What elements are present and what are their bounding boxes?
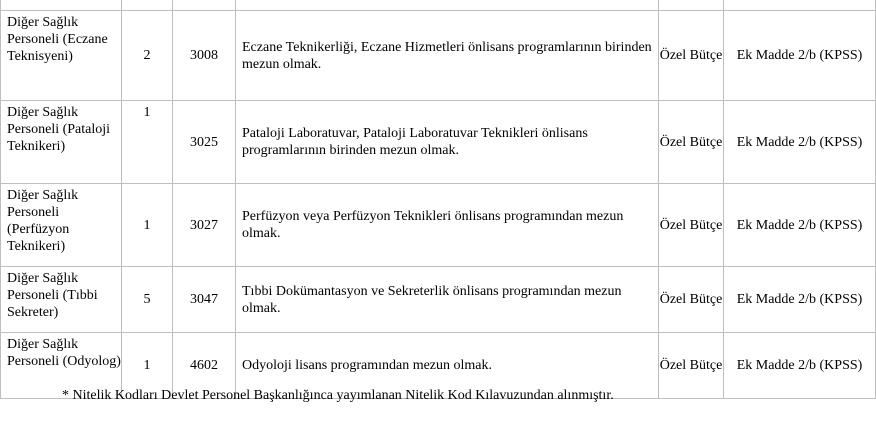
article-cell: Ek Madde 2/b (KPSS)	[724, 333, 876, 399]
count-cell: 1	[122, 101, 173, 184]
qualification-cell: Eczane Teknikerliği, Eczane Hizmetleri önlisans programlarının birinden mezun olmak.	[236, 11, 659, 101]
count-cell: 1	[122, 184, 173, 267]
budget-cell: Özel Bütçe	[659, 267, 724, 333]
count-cell: 2	[122, 11, 173, 101]
article-cell: Ek Madde 2/b (KPSS)	[724, 184, 876, 267]
budget-cell: Özel Bütçe	[659, 101, 724, 184]
count-cell: 1	[122, 333, 173, 399]
position-cell: Diğer Sağlık Personeli (Eczane Teknisyeni)	[1, 11, 122, 101]
qualification-cell: Pataloji Laboratuvar, Pataloji Laboratuvar Teknikleri önlisans programlarının birinden mezun olmak.	[236, 101, 659, 184]
table-row	[1, 184, 876, 267]
code-cell: 4602	[173, 333, 236, 399]
qualification-cell: Tıbbi Dokümantasyon ve Sekreterlik önlisans programından mezun olmak.	[236, 267, 659, 333]
table-row	[1, 101, 876, 184]
code-cell: 3047	[173, 267, 236, 333]
budget-cell: Özel Bütçe	[659, 184, 724, 267]
qualification-cell: Perfüzyon veya Perfüzyon Teknikleri önlisans programından mezun olmak.	[236, 184, 659, 267]
table-row	[1, 267, 876, 333]
article-cell: Ek Madde 2/b (KPSS)	[724, 267, 876, 333]
qualification-cell: Odyoloji lisans programından mezun olmak.	[236, 333, 659, 399]
code-cell: 3027	[173, 184, 236, 267]
position-cell: Diğer Sağlık Personeli (Odyolog)	[1, 333, 122, 399]
position-cell: Diğer Sağlık Personeli (Perfüzyon Teknikeri)	[1, 184, 122, 267]
footnote: * Nitelik Kodları Devlet Personel Başkanlığınca yayımlanan Nitelik Kod Kılavuzundan alınmıştır.	[62, 388, 614, 403]
budget-cell: Özel Bütçe	[659, 11, 724, 101]
article-cell: Ek Madde 2/b (KPSS)	[724, 101, 876, 184]
count-cell: 5	[122, 267, 173, 333]
position-cell: Diğer Sağlık Personeli (Tıbbi Sekreter)	[1, 267, 122, 333]
code-cell: 3025	[173, 101, 236, 184]
article-cell: Ek Madde 2/b (KPSS)	[724, 11, 876, 101]
position-cell: Diğer Sağlık Personeli (Pataloji Teknikeri)	[1, 101, 122, 184]
table-row	[1, 11, 876, 101]
budget-cell: Özel Bütçe	[659, 333, 724, 399]
table-row-partial	[1, 0, 876, 11]
code-cell: 3008	[173, 11, 236, 101]
